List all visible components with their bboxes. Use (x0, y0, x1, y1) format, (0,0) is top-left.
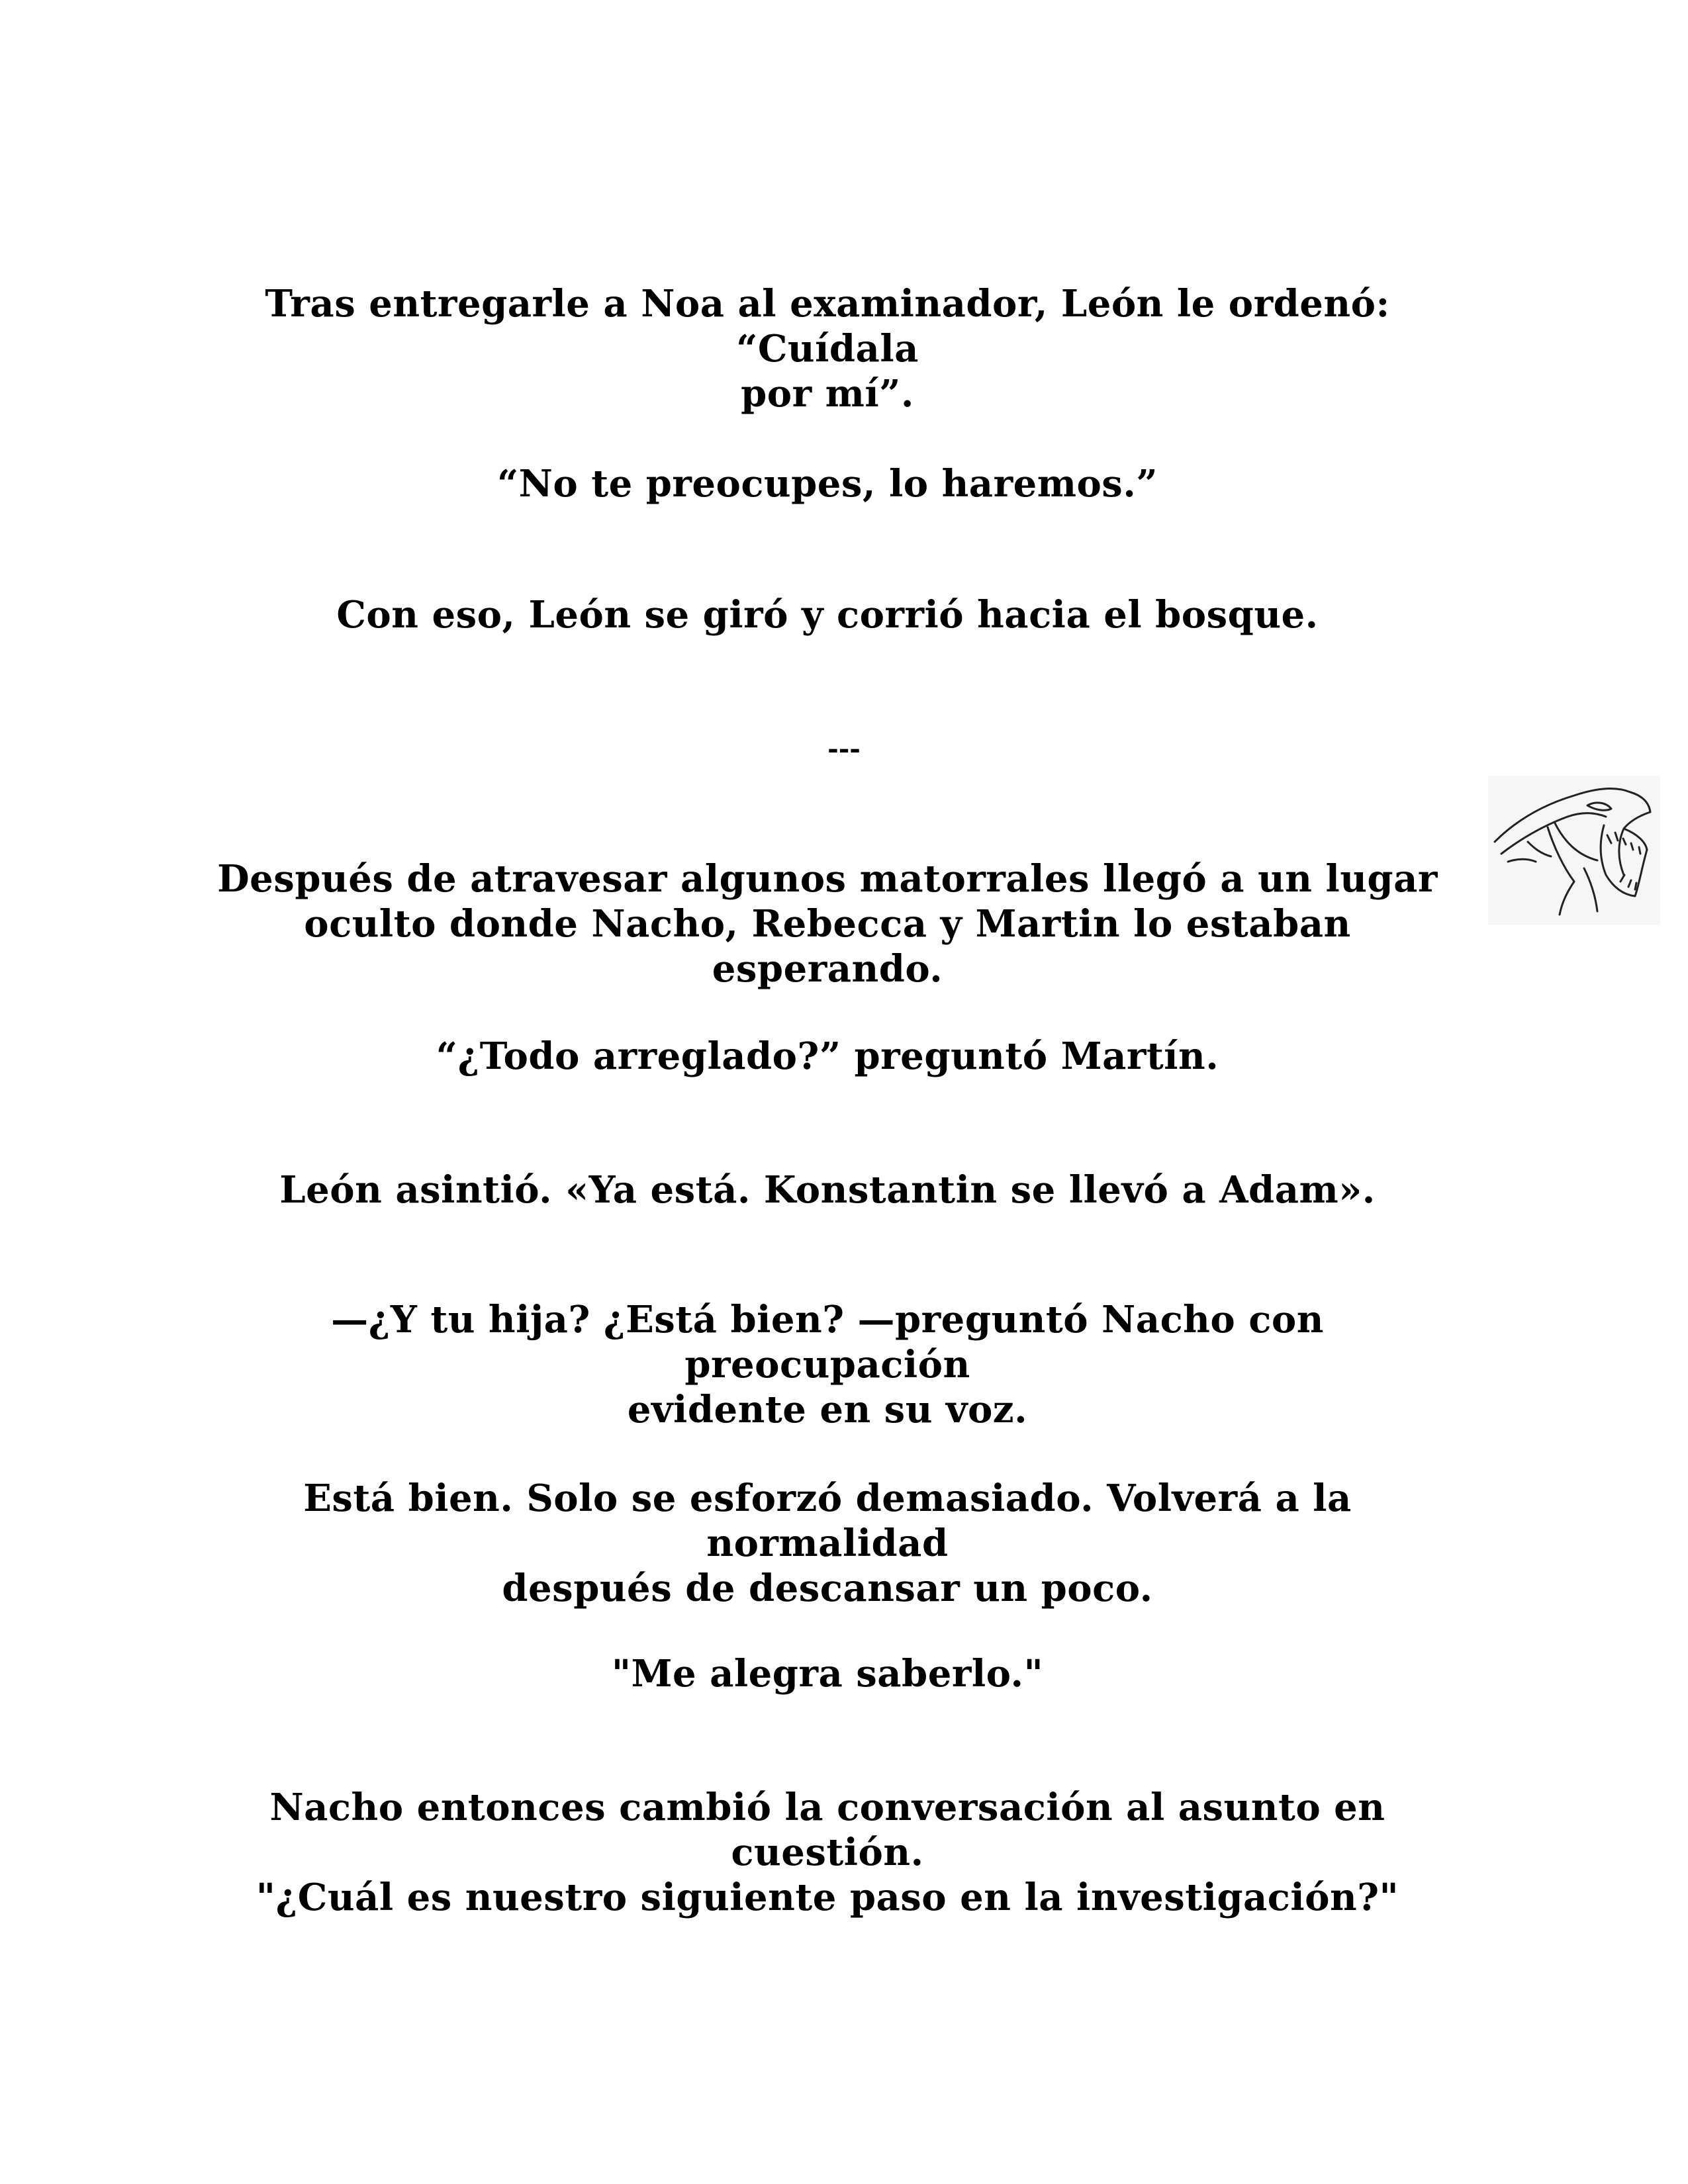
paragraph-7 (199, 1297, 1456, 1432)
paragraph-1-line-2: por mí”. (741, 372, 914, 416)
paragraph-3-line-1: Con eso, León se giró y corrió hacia el bosque. (336, 593, 1319, 637)
paragraph-8-line-2: después de descansar un poco. (502, 1567, 1153, 1610)
paragraph-5 (199, 1034, 1456, 1079)
paragraph-8-line-1: Está bien. Solo se esforzó demasiado. Volverá a la normalidad (303, 1477, 1352, 1565)
paragraph-10 (199, 1785, 1456, 1920)
paragraph-3 (199, 592, 1456, 637)
paragraph-2-line-1: “No te preocupes, lo haremos.” (496, 462, 1158, 506)
paragraph-1 (199, 281, 1456, 416)
paragraph-7-line-1: —¿Y tu hija? ¿Está bien? —preguntó Nacho con preocupación (331, 1298, 1324, 1387)
paragraph-7-line-2: evidente en su voz. (627, 1388, 1028, 1432)
paragraph-9-line-1: "Me alegra saberlo." (611, 1652, 1044, 1696)
paragraph-8 (199, 1476, 1456, 1611)
paragraph-2 (199, 461, 1456, 506)
paragraph-10-line-1: Nacho entonces cambió la conversación al asunto en cuestión. (269, 1786, 1385, 1874)
paragraph-5-line-1: “¿Todo arreglado?” preguntó Martín. (436, 1034, 1219, 1078)
section-separator: --- (827, 733, 861, 764)
dinosaur-head-sketch-icon (1488, 776, 1660, 925)
paragraph-4 (199, 856, 1456, 991)
paragraph-9 (199, 1651, 1456, 1696)
paragraph-10-line-2: "¿Cuál es nuestro siguiente paso en la investigación?" (256, 1876, 1399, 1919)
paragraph-1-line-1: Tras entregarle a Noa al examinador, León le ordenó: “Cuídala (265, 282, 1390, 371)
paragraph-6 (199, 1167, 1456, 1212)
paragraph-6-line-1: León asintió. «Ya está. Konstantin se llevó a Adam». (279, 1168, 1376, 1212)
paragraph-4-line-2: oculto donde Nacho, Rebecca y Martin lo estaban esperando. (304, 902, 1351, 991)
paragraph-4-line-1: Después de atravesar algunos matorrales llegó a un lugar (217, 857, 1438, 901)
